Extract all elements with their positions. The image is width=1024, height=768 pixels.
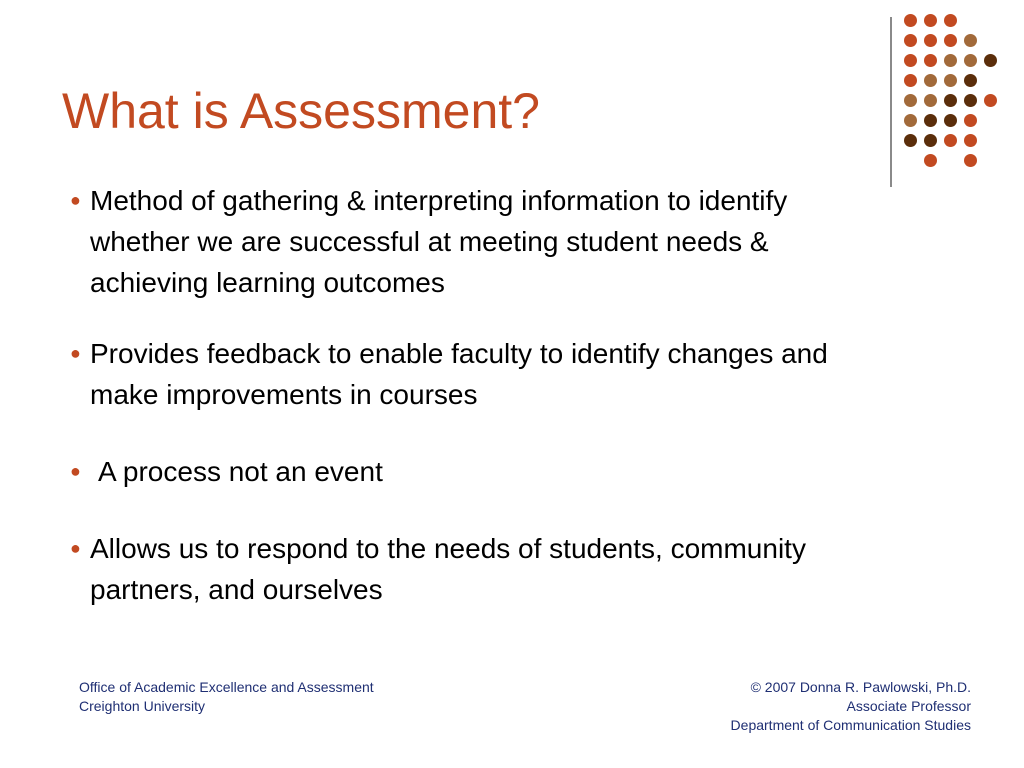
decorative-dot-grid xyxy=(904,14,1004,164)
bullet-text: Provides feedback to enable faculty to identify changes and make improvements in courses xyxy=(90,338,828,410)
bullet-text: Allows us to respond to the needs of students, community partners, and ourselves xyxy=(90,533,806,605)
decorative-dot xyxy=(944,14,957,27)
bullet-item xyxy=(70,333,860,415)
decorative-dot xyxy=(964,54,977,67)
decorative-dot xyxy=(944,54,957,67)
bullet-icon: ● xyxy=(70,343,81,363)
footer-university: Creighton University xyxy=(79,698,206,714)
decorative-dot xyxy=(904,74,917,87)
decorative-dot xyxy=(924,114,937,127)
decorative-dot xyxy=(984,94,997,107)
bullet-icon: ● xyxy=(70,461,81,481)
decorative-dot xyxy=(924,134,937,147)
slide-title: What is Assessment? xyxy=(62,83,540,139)
footer-role: Associate Professor xyxy=(846,698,971,714)
decorative-dot xyxy=(904,134,917,147)
bullet-item xyxy=(70,451,860,492)
decorative-dot xyxy=(944,34,957,47)
decorative-dot xyxy=(964,134,977,147)
decorative-dot xyxy=(904,94,917,107)
decorative-dot xyxy=(924,74,937,87)
decorative-dot xyxy=(904,14,917,27)
decorative-dot xyxy=(964,34,977,47)
decorative-dot xyxy=(944,74,957,87)
bullet-text: A process not an event xyxy=(98,456,383,487)
decorative-dot xyxy=(964,154,977,167)
bullet-icon: ● xyxy=(70,190,81,210)
bullet-text: Method of gathering & interpreting information to identify whether we are successful at meeting student needs & achieving learning outcomes xyxy=(90,185,788,298)
bullet-item xyxy=(70,528,860,610)
decorative-dot xyxy=(924,154,937,167)
decorative-dot xyxy=(924,94,937,107)
decorative-dot xyxy=(924,14,937,27)
decorative-dot xyxy=(944,134,957,147)
decorative-dot xyxy=(924,54,937,67)
decorative-dot xyxy=(904,114,917,127)
decorative-dot xyxy=(964,94,977,107)
footer-left xyxy=(79,678,374,716)
decorative-dot xyxy=(984,54,997,67)
footer-department: Department of Communication Studies xyxy=(730,717,971,733)
decorative-dot xyxy=(944,94,957,107)
footer-copyright: © 2007 Donna R. Pawlowski, Ph.D. xyxy=(750,679,971,695)
decorative-dot xyxy=(924,34,937,47)
bullet-icon: ● xyxy=(70,538,81,558)
decorative-divider xyxy=(890,17,892,187)
footer-right xyxy=(731,678,971,735)
decorative-dot xyxy=(904,54,917,67)
decorative-dot xyxy=(964,74,977,87)
bullet-list xyxy=(70,180,860,610)
decorative-dot xyxy=(964,114,977,127)
bullet-item xyxy=(70,180,860,303)
decorative-dot xyxy=(904,34,917,47)
footer-office: Office of Academic Excellence and Assessment xyxy=(79,679,374,695)
decorative-dot xyxy=(944,114,957,127)
